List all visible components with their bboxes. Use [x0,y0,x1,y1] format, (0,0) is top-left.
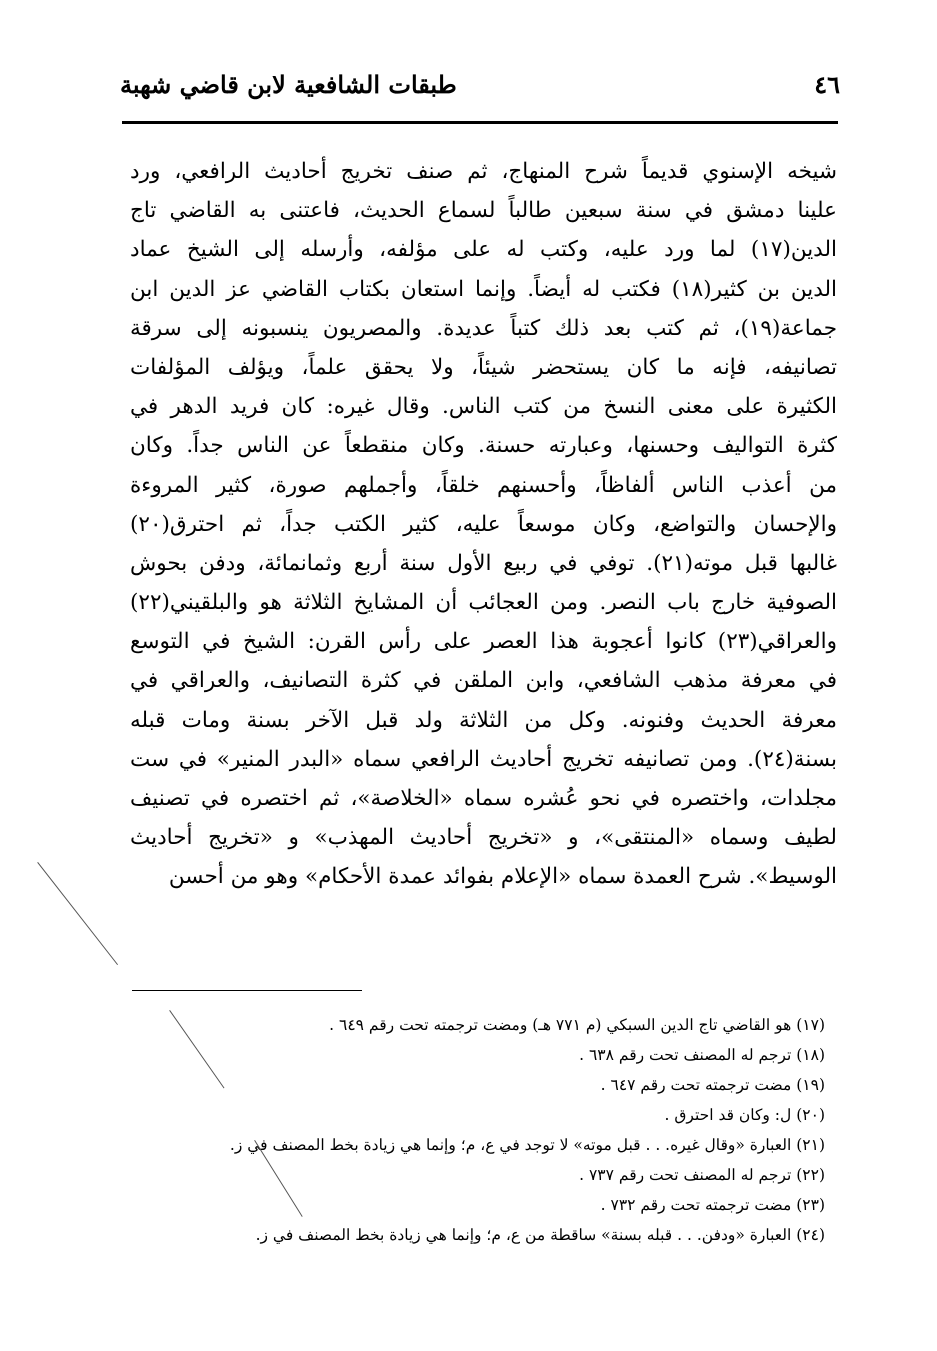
body-line: مجلدات، واختصره في نحو عُشره سماه «الخلاصة»، ثم اختصره في تصنيف [130,786,837,811]
body-line: تصانيفه، فإنه ما كان يستحضر شيئاً، ولا يحقق علماً، ويؤلف المؤلفات [130,354,837,380]
scan-artifact-line [37,862,118,965]
footnote: (٢٣) مضت ترجمته تحت رقم ٧٣٢ . [600,1196,825,1214]
page-header [120,62,840,102]
body-text [130,152,837,897]
body-line: بسنة(٢٤). ومن تصانيفه تخريج أحاديث الرافعي سماه «البدر المنير» في ست [130,746,837,772]
body-line: الدين بن كثير(١٨) فكتب له أيضاً. وإنما استعان بكتاب القاضي عز الدين ابن [130,276,837,302]
footnote: (١٧) هو القاضي تاج الدين السبكي (م ٧٧١ هـ) ومضت ترجمته تحت رقم ٦٤٩ . [329,1016,825,1034]
header-rule [122,121,838,124]
footnote: (٢١) العبارة «وقال غيره. . . قبل موته» لا توجد في ع، م؛ وإنما هي زيادة بخط المصنف في ز. [229,1136,825,1154]
body-line: شيخه الإسنوي قديماً شرح المنهاج، ثم صنف تخريج أحاديث الرافعي، ورد [130,159,837,184]
body-line: علينا دمشق في سنة سبعين طالباً لسماع الحديث، فاعتنى به القاضي تاج [130,198,837,224]
body-line: جماعة(١٩)، ثم كتب بعد ذلك كتباً عديدة. والمصريون ينسبونه إلى سرقة [130,315,837,341]
body-line: معرفة الحديث وفنونه. وكل من الثلاثة ولد قبل الآخر بسنة ومات قبله [130,707,837,733]
footnotes [120,1010,825,1250]
page-number: ٤٦ [814,70,840,99]
footnote: (٢٤) العبارة «ودفن. . . قبله بسنة» ساقطة من ع، م؛ وإنما هي زيادة بخط المصنف في ز. [255,1226,825,1244]
body-line: الصوفية خارج باب النصر. ومن العجائب أن المشايخ الثلاثة هو والبلقيني(٢٢) [130,590,837,616]
body-line: غالبها قبل موته(٢١). توفي في ربيع الأول سنة أربع وثمانمائة، ودفن بحوش [130,550,837,576]
body-line: لطيف وسماه «المنتقى»، و «تخريج أحاديث المهذب» و «تخريج أحاديث [130,825,837,851]
footnote: (٢٠) ل: وكان قد احترق . [664,1106,825,1124]
body-line: الوسيط». شرح العمدة سماه «الإعلام بفوائد عمدة الأحكام» وهو من أحسن [168,864,837,890]
footnote: (١٩) مضت ترجمته تحت رقم ٦٤٧ . [600,1076,825,1094]
body-line: الكثيرة على معنى النسخ من كتب الناس. وقال غيره: كان فريد الدهر في [130,394,837,420]
body-line: والعراقي(٢٣) كانوا أعجوبة هذا العصر على رأس القرن: الشيخ في التوسع [130,629,837,655]
body-line: والإحسان والتواضع، وكان موسعاً عليه، كثير الكتب جداً، ثم احترق(٢٠) [130,511,837,537]
body-line: في معرفة مذهب الشافعي، وابن الملقن في كثرة التصانيف، والعراقي في [130,668,837,694]
body-line: من أعذب الناس ألفاظاً، وأحسنهم خلقاً، وأجملهم صورة، كثير المروءة [130,472,837,498]
body-line: الدين(١٧) لما ورد عليه، وكتب له على مؤلفه، وأرسله إلى الشيخ عماد [130,237,837,263]
footnote-rule [132,990,362,991]
footnote: (٢٢) ترجم له المصنف تحت رقم ٧٣٧ . [579,1166,825,1184]
body-line: كثرة التواليف وحسنها، وعبارته حسنة. وكان منقطعاً عن الناس جداً. وكان [130,433,837,459]
running-title: طبقات الشافعية لابن قاضي شهبة [120,70,457,99]
footnote: (١٨) ترجم له المصنف تحت رقم ٦٣٨ . [579,1046,825,1064]
